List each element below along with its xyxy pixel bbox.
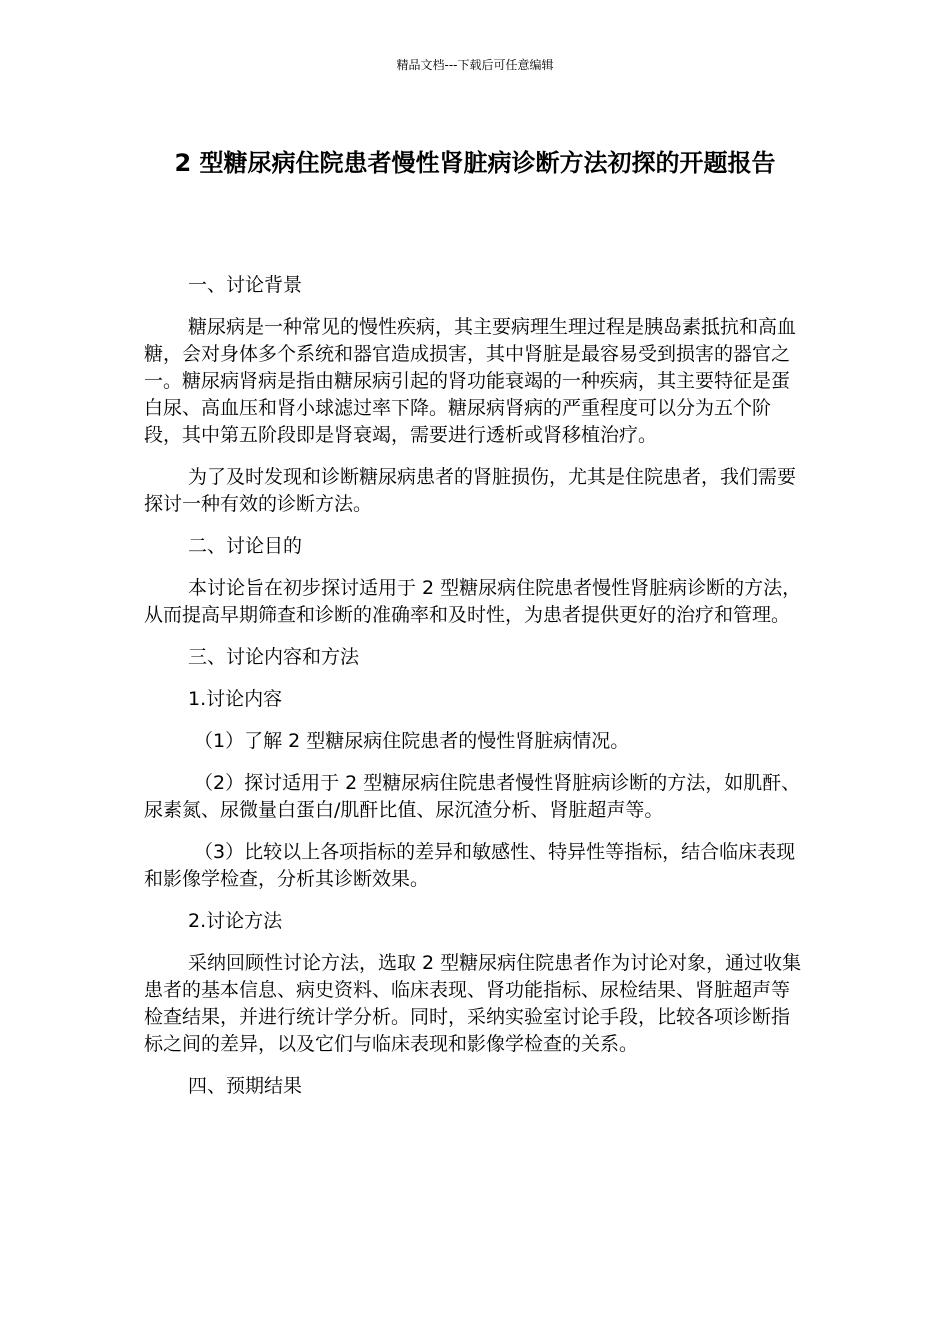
paragraph-purpose: 本讨论旨在初步探讨适用于 2 型糖尿病住院患者慢性肾脏病诊断的方法，从而提高早期筛查和诊断的准确率和及时性，为患者提供更好的治疗和管理。 [144, 577, 802, 626]
subheading-content: 1.讨论内容 [188, 688, 283, 710]
list-item: （3）比较以上各项指标的差异和敏感性、特异性等指标，结合临床表现和影像学检查，分析其诊断效果。 [144, 841, 796, 890]
header-note: 精品文档---下载后可任意编辑 [396, 58, 554, 72]
subheading-method: 2.讨论方法 [188, 910, 283, 932]
section-heading-background: 一、讨论背景 [188, 274, 303, 296]
section-heading-content-method: 三、讨论内容和方法 [188, 646, 360, 668]
document-body [144, 272, 808, 1115]
paragraph-method: 采纳回顾性讨论方法，选取 2 型糖尿病住院患者作为讨论对象，通过收集患者的基本信息、病史资料、临床表现、肾功能指标、尿检结果、肾脏超声等检查结果，并进行统计学分析。同时，采纳实验室讨论手段，比较各项诊断指标之间的差异，以及它们与临床表现和影像学检查的关系。 [144, 952, 802, 1055]
list-item: （2）探讨适用于 2 型糖尿病住院患者慢性肾脏病诊断的方法，如肌酐、尿素氮、尿微量白蛋白/肌酐比值、尿沉渣分析、肾脏超声等。 [144, 772, 801, 821]
section-heading-purpose: 二、讨论目的 [188, 535, 303, 557]
paragraph-need: 为了及时发现和诊断糖尿病患者的肾脏损伤，尤其是住院患者，我们需要探讨一种有效的诊断方法。 [144, 466, 797, 515]
document-title: 2 型糖尿病住院患者慢性肾脏病诊断方法初探的开题报告 [174, 149, 776, 177]
paragraph-background: 糖尿病是一种常见的慢性疾病，其主要病理生理过程是胰岛素抵抗和高血糖，会对身体多个系统和器官造成损害，其中肾脏是最容易受到损害的器官之一。糖尿病肾病是指由糖尿病引起的肾功能衰竭的一种疾病，其主要特征是蛋白尿、高血压和肾小球滤过率下降。糖尿病肾病的严重程度可以分为五个阶段，其中第五阶段即是肾衰竭，需要进行透析或肾移植治疗。 [144, 316, 797, 446]
list-item: （1）了解 2 型糖尿病住院患者的慢性肾脏病情况。 [194, 730, 630, 752]
section-heading-expected-results: 四、预期结果 [188, 1075, 303, 1097]
